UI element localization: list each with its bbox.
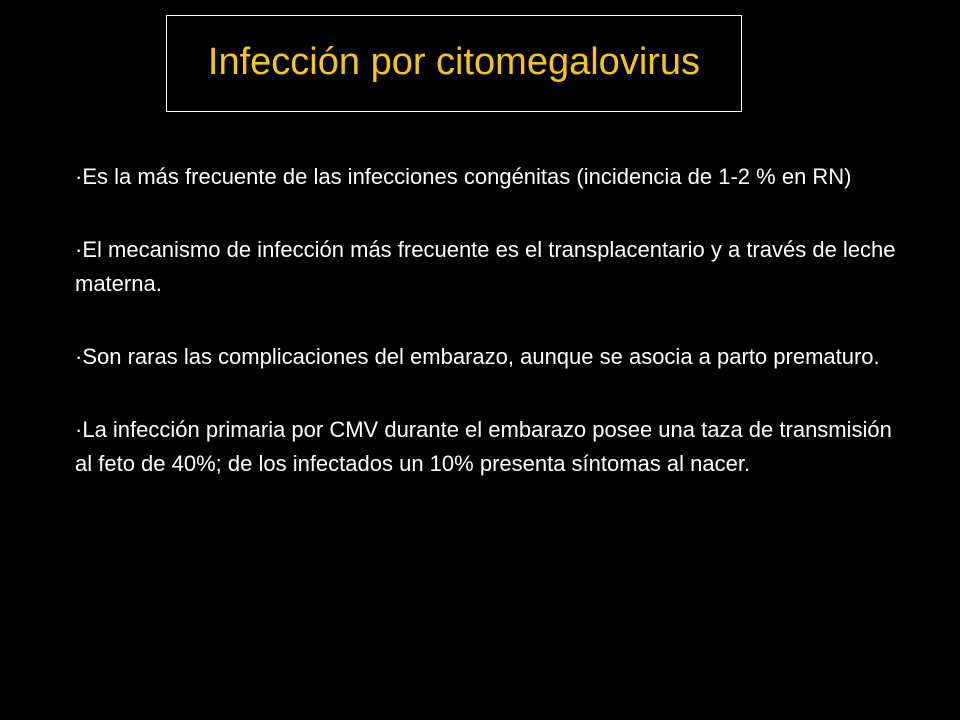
bullet-text: Son raras las complicaciones del embarazo, aunque se asocia a parto prematuro. (82, 344, 880, 369)
bullet-text: El mecanismo de infección más frecuente es el transplacentario y a través de leche materna. (75, 237, 896, 296)
bullet-item (75, 233, 905, 301)
bullet-text: La infección primaria por CMV durante el embarazo posee una taza de transmisión al feto de 40%; de los infectados un 10% presenta síntomas al nacer. (75, 417, 892, 476)
bullet-item (75, 160, 905, 194)
bullet-list (75, 160, 905, 520)
slide-title: Infección por citomegalovirus (207, 40, 701, 83)
bullet-marker: · (75, 344, 83, 369)
bullet-marker: · (75, 237, 83, 262)
bullet-item (75, 413, 905, 481)
bullet-marker: · (75, 164, 83, 189)
bullet-item (75, 340, 905, 374)
title-box (166, 15, 742, 112)
bullet-marker: · (75, 417, 83, 442)
bullet-text: Es la más frecuente de las infecciones congénitas (incidencia de 1-2 % en RN) (82, 164, 852, 189)
